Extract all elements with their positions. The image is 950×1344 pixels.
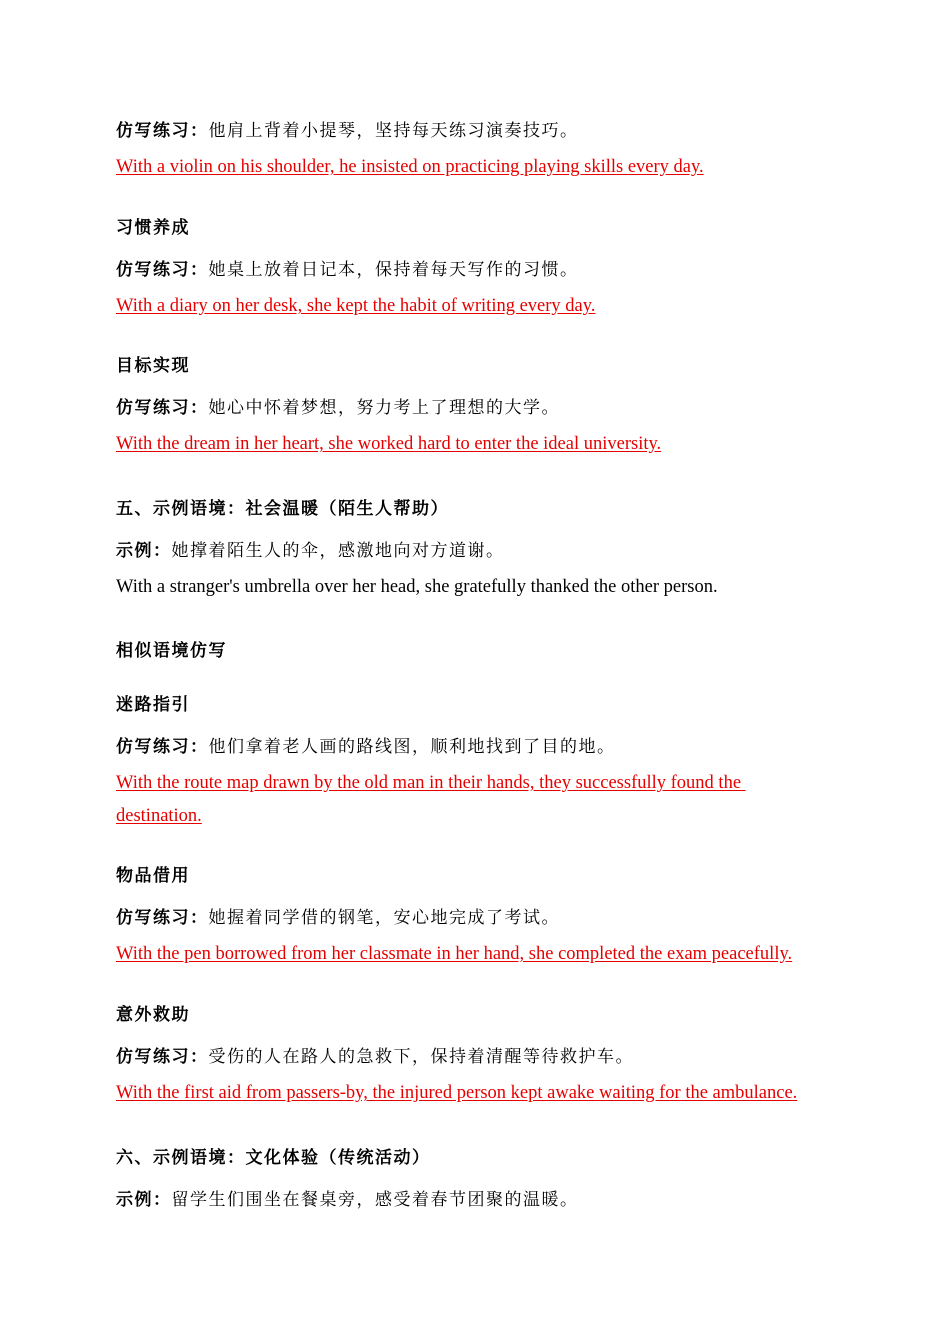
practice-line: 仿写练习：他肩上背着小提琴，坚持每天练习演奏技巧。 [116,121,579,141]
section-title-5: 五、示例语境：社会温暖（陌生人帮助） [116,499,449,519]
example-chinese: 留学生们围坐在餐桌旁，感受着春节团聚的温暖。 [171,1190,579,1210]
practice-line: 仿写练习：她握着同学借的钢笔，安心地完成了考试。 [116,908,560,928]
subheading-habit: 习惯养成 [116,218,190,238]
practice-line: 仿写练习：他们拿着老人画的路线图，顺利地找到了目的地。 [116,737,616,757]
subheading-rescue: 意外救助 [116,1005,190,1025]
practice-line: 仿写练习：受伤的人在路人的急救下，保持着清醒等待救护车。 [116,1047,634,1067]
practice-answer: With the pen borrowed from her classmate in her hand, she completed the exam peacefully. [116,944,793,964]
practice-chinese: 他们拿着老人画的路线图，顺利地找到了目的地。 [208,737,616,757]
similar-context-heading: 相似语境仿写 [116,641,227,661]
practice-label: 仿写练习 [116,908,190,928]
subheading-goal: 目标实现 [116,356,190,376]
example-label: 示例 [116,1190,153,1210]
practice-line: 仿写练习：她心中怀着梦想，努力考上了理想的大学。 [116,398,560,418]
example-line: 示例：她撑着陌生人的伞，感激地向对方道谢。 [116,541,505,561]
practice-answer: With a violin on his shoulder, he insisted on practicing playing skills every day. [116,157,704,177]
example-chinese: 她撑着陌生人的伞，感激地向对方道谢。 [171,541,505,561]
practice-label: 仿写练习 [116,398,190,418]
practice-chinese: 她心中怀着梦想，努力考上了理想的大学。 [208,398,560,418]
example-label: 示例 [116,541,153,561]
practice-answer: With the dream in her heart, she worked hard to enter the ideal university. [116,434,662,454]
practice-label: 仿写练习 [116,121,190,141]
example-english: With a stranger's umbrella over her head, she gratefully thanked the other person. [116,577,718,597]
subheading-borrowing: 物品借用 [116,866,190,886]
practice-label: 仿写练习 [116,260,190,280]
practice-chinese: 他肩上背着小提琴，坚持每天练习演奏技巧。 [208,121,579,141]
example-line: 示例：留学生们围坐在餐桌旁，感受着春节团聚的温暖。 [116,1190,579,1210]
practice-answer: With the route map drawn by the old man in their hands, they successfully found the [116,773,746,793]
practice-label: 仿写练习 [116,1047,190,1067]
section-title-6: 六、示例语境：文化体验（传统活动） [116,1148,431,1168]
practice-line: 仿写练习：她桌上放着日记本，保持着每天写作的习惯。 [116,260,579,280]
practice-answer: With a diary on her desk, she kept the habit of writing every day. [116,296,596,316]
practice-chinese: 她桌上放着日记本，保持着每天写作的习惯。 [208,260,579,280]
practice-chinese: 受伤的人在路人的急救下，保持着清醒等待救护车。 [208,1047,634,1067]
practice-label: 仿写练习 [116,737,190,757]
practice-answer-continued: destination. [116,806,202,826]
practice-answer: With the first aid from passers-by, the injured person kept awake waiting for the ambulance. [116,1083,798,1103]
subheading-directions: 迷路指引 [116,695,190,715]
practice-chinese: 她握着同学借的钢笔，安心地完成了考试。 [208,908,560,928]
